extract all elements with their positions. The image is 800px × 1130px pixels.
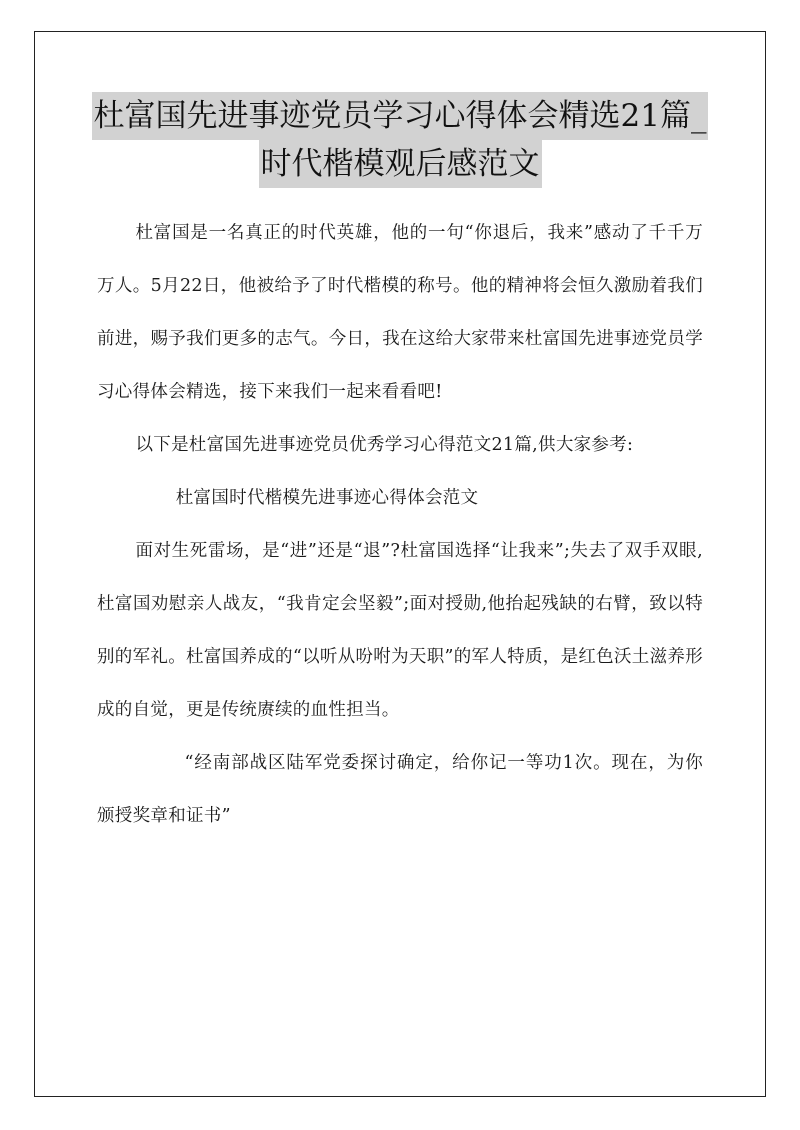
title-line-1: 杜富国先进事迹党员学习心得体会精选21篇_ xyxy=(92,92,709,140)
document-body xyxy=(97,207,703,843)
story-paragraph: 面对生死雷场，是“进”还是“退”?杜富国选择“让我来”;失去了双手双眼,杜富国劝慰亲人战友，“我肯定会坚毅”;面对授勋,他抬起残缺的右臂，致以特别的军礼。杜富国养成的“以听从吩咐为天职”的军人特质，是红色沃土滋养形成的自觉，更是传统赓续的血性担当。 xyxy=(97,541,703,720)
document-title xyxy=(0,92,800,188)
quote-paragraph: “经南部战区陆军党委探讨确定，给你记一等功1次。现在，为你颁授奖章和证书” xyxy=(97,753,703,826)
reference-paragraph: 以下是杜富国先进事迹党员优秀学习心得范文21篇,供大家参考: xyxy=(135,435,634,455)
section-heading: 杜富国时代楷模先进事迹心得体会范文 xyxy=(175,488,479,508)
intro-paragraph: 杜富国是一名真正的时代英雄，他的一句“你退后，我来”感动了千千万万人。5月22日，他被给予了时代楷模的称号。他的精神将会恒久激励着我们前进，赐予我们更多的志气。今日，我在这给大家带来杜富国先进事迹党员学习心得体会精选，接下来我们一起来看看吧! xyxy=(97,223,703,402)
title-line-2: 时代楷模观后感范文 xyxy=(259,140,542,188)
